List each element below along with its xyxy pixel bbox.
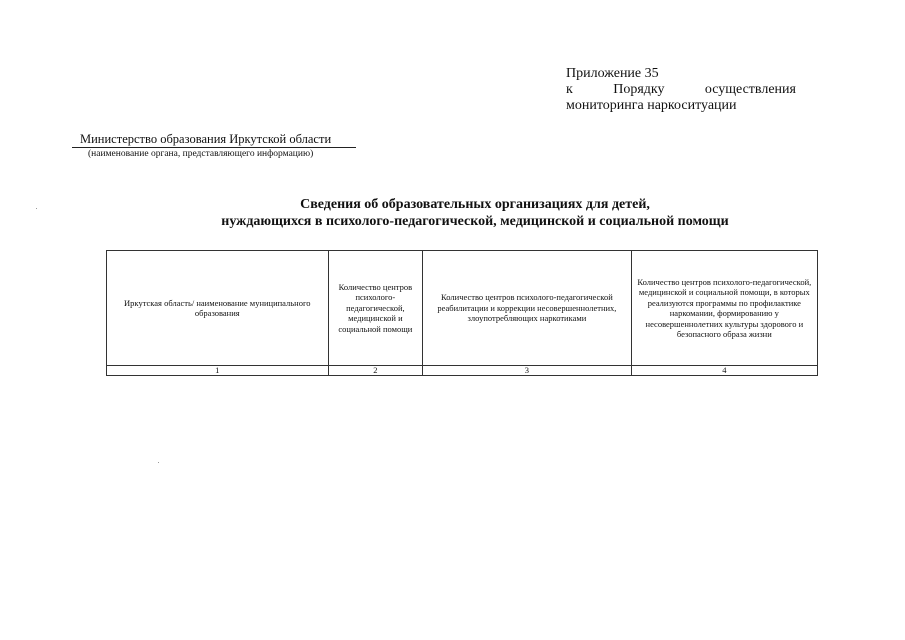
organ-underline: [72, 147, 356, 148]
organ-caption: (наименование органа, представляющего информацию): [88, 149, 314, 159]
header-rehab-centers: Количество центров психолого-педагогической реабилитации и коррекции несовершеннолетних, злоупотребляющих наркотиками: [423, 251, 631, 366]
appendix-number: Приложение 35: [566, 66, 659, 81]
header-pmss-centers: Количество центров психолого-педагогической, медицинской и социальной помощи: [328, 251, 423, 366]
organ-name: Министерство образования Иркутской области: [80, 132, 332, 146]
header-municipality: Иркутская область/ наименование муниципального образования: [107, 251, 329, 366]
report-table: [106, 250, 818, 376]
title-line-2: нуждающихся в психолого-педагогической, медицинской и социальной помощи: [221, 214, 729, 229]
column-number-3: 3: [423, 366, 631, 376]
table-row-column-numbers: [107, 366, 818, 376]
document-title: [140, 196, 810, 230]
appendix-word-k: к: [566, 82, 573, 97]
column-number-1: 1: [107, 366, 329, 376]
reporting-organ: [72, 132, 357, 160]
appendix-order-line: [566, 82, 796, 98]
appendix-monitoring-line: мониторинга наркоситуации: [566, 98, 737, 113]
scan-speck: [158, 462, 159, 463]
appendix-word-implementation: осуществления: [704, 82, 796, 97]
column-number-4: 4: [631, 366, 817, 376]
appendix-word-order: Порядку: [613, 82, 665, 97]
scan-speck: [36, 208, 37, 209]
table-header-row: [107, 251, 818, 366]
title-line-1: Сведения об образовательных организациях для детей,: [300, 197, 650, 212]
appendix-reference: [566, 66, 796, 114]
header-prevention-centers: Количество центров психолого-педагогической, медицинской и социальной помощи, в которых реализуются программы по профилактике наркомании, формированию у несовершеннолетних культуры здорового и безопасного образа жизни: [631, 251, 817, 366]
column-number-2: 2: [328, 366, 423, 376]
